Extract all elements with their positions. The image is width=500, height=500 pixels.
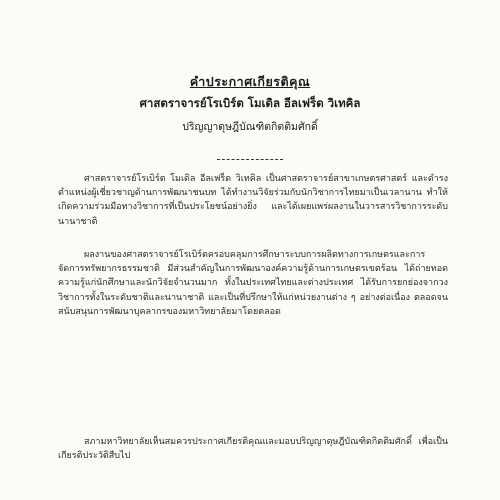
divider-line [217, 159, 283, 160]
paragraph-text: ศาสตราจารย์โรเบิร์ต โมเดิล อีลเฟร็ด วิเทคิล เป็นศาสตราจารย์สาขาเกษตรศาสตร์ และดำรงตำแหน่งผู้เชี่ยวชาญด้านการพัฒนาชนบท ได้ทำงานวิจัยร่วมกับนักวิชาการไทยมาเป็นเวลานาน ทำให้เกิดความร่วมมือทางวิชาการที่เป็นประโยชน์อย่างยิ่ง และได้เผยแพร่ผลงานในวารสารวิชาการระดับนานาชาติ [58, 174, 448, 227]
paragraph-text: ผลงานของศาสตราจารย์โรเบิร์ตครอบคลุมการศึกษาระบบการผลิตทางการเกษตรและการจัดการทรัพยากรธรรมชาติ มีส่วนสำคัญในการพัฒนาองค์ความรู้ด้านการเกษตรเขตร้อน ได้ถ่ายทอดความรู้แก่นักศึกษาและนักวิจัยจำนวนมาก ทั้งในประเทศไทยและต่างประเทศ ได้รับการยกย่องจากวงวิชาการทั้งในระดับชาติและนานาชาติ และเป็นที่ปรึกษาให้แก่หน่วยงานต่าง ๆ อย่างต่อเนื่อง ตลอดจนสนับสนุนการพัฒนาบุคลากรของมหาวิทยาลัยมาโดยตลอด [58, 250, 448, 317]
honoree-name: ศาสตราจารย์โรเบิร์ต โมเดิล อีลเฟร็ด วิเทคิล [139, 96, 361, 110]
paragraph-text: สภามหาวิทยาลัยเห็นสมควรประกาศเกียรติคุณและมอบปริญญาดุษฎีบัณฑิตกิตติมศักดิ์ เพื่อเป็นเกียรติประวัติสืบไป [58, 437, 448, 462]
body-paragraph-1 [58, 172, 448, 229]
body-paragraph-3 [58, 435, 448, 463]
body-paragraph-2 [58, 248, 448, 319]
degree-title: ปริญญาดุษฎีบัณฑิตกิตติมศักดิ์ [182, 121, 318, 133]
document-title: คำประกาศเกียรติคุณ [189, 74, 311, 89]
